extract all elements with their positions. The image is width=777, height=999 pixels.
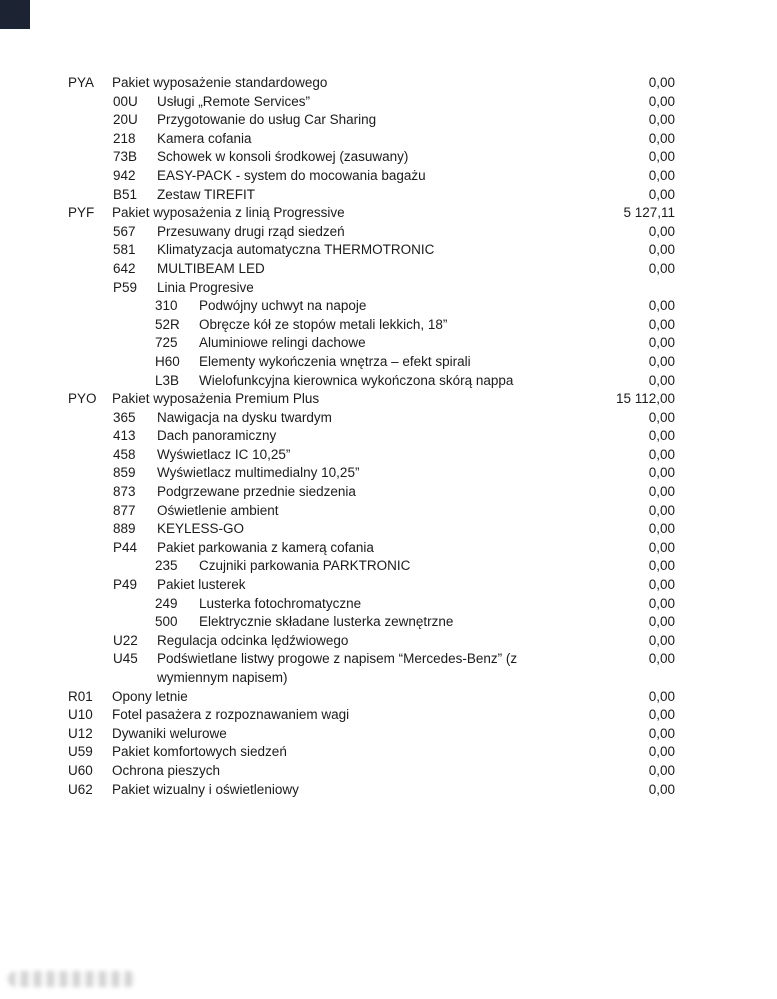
- option-label: Opony letnie: [112, 688, 188, 704]
- equipment-row: [68, 743, 675, 762]
- option-code: B51: [113, 186, 138, 202]
- option-label: Regulacja odcinka lędźwiowego: [157, 632, 349, 648]
- equipment-row: [68, 427, 675, 446]
- equipment-row: [68, 688, 675, 707]
- option-label: Podgrzewane przednie siedzenia: [157, 484, 356, 500]
- option-code: PYF: [68, 205, 95, 221]
- option-label: Aluminiowe relingi dachowe: [199, 335, 366, 351]
- option-code: 458: [113, 446, 136, 462]
- option-label: Pakiet wyposażenia z linią Progressive: [112, 205, 345, 221]
- option-label: Wyświetlacz IC 10,25”: [157, 446, 291, 462]
- option-code: 413: [113, 428, 136, 444]
- equipment-row: [68, 781, 675, 800]
- option-price: 0,00: [648, 316, 675, 332]
- equipment-row: [68, 297, 675, 316]
- equipment-row: [68, 595, 675, 614]
- option-price: 0,00: [648, 335, 675, 351]
- equipment-row: [68, 446, 675, 465]
- option-label: Dach panoramiczny: [157, 428, 277, 444]
- option-price: 0,00: [648, 521, 675, 537]
- option-price: 0,00: [648, 558, 675, 574]
- option-code: U12: [68, 725, 93, 741]
- option-code: 52R: [155, 316, 180, 332]
- option-price: 0,00: [648, 762, 675, 778]
- option-label: Pakiet wyposażenia Premium Plus: [112, 391, 320, 407]
- equipment-row: [68, 279, 675, 298]
- equipment-row: [68, 520, 675, 539]
- equipment-row: [68, 148, 675, 167]
- option-price: 0,00: [648, 539, 675, 555]
- equipment-row: [68, 409, 675, 428]
- option-code: U59: [68, 744, 93, 760]
- equipment-row: [68, 464, 675, 483]
- option-code: 873: [113, 484, 136, 500]
- option-label: Pakiet wizualny i oświetleniowy: [112, 781, 299, 797]
- option-price: 0,00: [648, 186, 675, 202]
- option-code: 859: [113, 465, 136, 481]
- option-price: 0,00: [648, 298, 675, 314]
- option-price: 0,00: [648, 167, 675, 183]
- option-code: U60: [68, 762, 93, 778]
- option-label: EASY-PACK - system do mocowania bagażu: [157, 167, 426, 183]
- option-price: 0,00: [648, 428, 675, 444]
- option-label: KEYLESS-GO: [157, 521, 245, 537]
- option-label: Pakiet wyposażenie standardowego: [112, 75, 328, 90]
- option-price: 0,00: [648, 372, 675, 388]
- option-code: PYA: [68, 75, 95, 90]
- option-label: Wielofunkcyjna kierownica wykończona skórą nappa: [199, 372, 514, 388]
- equipment-row: [68, 650, 675, 687]
- option-label: Fotel pasażera z rozpoznawaniem wagi: [112, 707, 350, 723]
- option-label: Elektrycznie składane lusterka zewnętrzne: [199, 614, 454, 630]
- option-label: Schowek w konsoli środkowej (zasuwany): [157, 149, 409, 165]
- option-price: 0,00: [648, 651, 675, 667]
- option-code: 942: [113, 167, 136, 183]
- equipment-list: [68, 74, 675, 799]
- option-label: Lusterka fotochromatyczne: [199, 595, 362, 611]
- option-label: Pakiet parkowania z kamerą cofania: [157, 539, 374, 555]
- option-label: Przesuwany drugi rząd siedzeń: [157, 223, 345, 239]
- equipment-row: [68, 186, 675, 205]
- option-code: 642: [113, 260, 136, 276]
- option-price: 5 127,11: [623, 205, 675, 221]
- option-code: 500: [155, 614, 178, 630]
- equipment-row: [68, 576, 675, 595]
- option-code: U22: [113, 632, 138, 648]
- option-code: 218: [113, 130, 136, 146]
- option-code: U62: [68, 781, 93, 797]
- option-code: 249: [155, 595, 178, 611]
- watermark-smudge: [8, 971, 136, 987]
- option-price: 0,00: [648, 353, 675, 369]
- equipment-row: [68, 111, 675, 130]
- option-price: 0,00: [648, 614, 675, 630]
- option-label: Dywaniki welurowe: [112, 725, 227, 741]
- equipment-row: [68, 167, 675, 186]
- option-code: 235: [155, 558, 178, 574]
- option-code: 365: [113, 409, 136, 425]
- equipment-row: [68, 557, 675, 576]
- option-label: Pakiet komfortowych siedzeń: [112, 744, 287, 760]
- option-code: 00U: [113, 93, 138, 109]
- equipment-row: [68, 539, 675, 558]
- equipment-row: [68, 130, 675, 149]
- option-price: 0,00: [648, 465, 675, 481]
- option-code: P49: [113, 577, 138, 593]
- option-price: 0,00: [648, 688, 675, 704]
- option-price: 0,00: [648, 149, 675, 165]
- option-label: Przygotowanie do usług Car Sharing: [157, 112, 377, 128]
- option-code: P44: [113, 539, 138, 555]
- option-code: U45: [113, 651, 138, 667]
- option-price: 0,00: [648, 260, 675, 276]
- option-price: 0,00: [648, 484, 675, 500]
- option-label: Elementy wykończenia wnętrza – efekt spirali: [199, 353, 471, 369]
- option-label: Kamera cofania: [157, 130, 252, 146]
- option-label: MULTIBEAM LED: [157, 260, 265, 276]
- option-label: Pakiet lusterek: [157, 577, 246, 593]
- equipment-row: [68, 632, 675, 651]
- option-price: 0,00: [648, 242, 675, 258]
- option-label: Czujniki parkowania PARKTRONIC: [199, 558, 411, 574]
- option-price: 0,00: [648, 130, 675, 146]
- option-label: Oświetlenie ambient: [157, 502, 279, 518]
- option-label: Usługi „Remote Services”: [157, 93, 311, 109]
- option-label: Wyświetlacz multimedialny 10,25”: [157, 465, 360, 481]
- equipment-row: [68, 390, 675, 409]
- equipment-row: [68, 725, 675, 744]
- option-code: 567: [113, 223, 136, 239]
- option-code: 20U: [113, 112, 138, 128]
- option-price: 0,00: [648, 446, 675, 462]
- option-price: 0,00: [648, 707, 675, 723]
- equipment-row: [68, 93, 675, 112]
- option-code: H60: [155, 353, 180, 369]
- equipment-row: [68, 74, 675, 93]
- equipment-row: [68, 204, 675, 223]
- equipment-row: [68, 706, 675, 725]
- equipment-row: [68, 613, 675, 632]
- option-code: 581: [113, 242, 136, 258]
- option-code: P59: [113, 279, 138, 295]
- scan-corner-mark: [0, 0, 30, 29]
- option-label: Zestaw TIREFIT: [157, 186, 256, 202]
- equipment-row: [68, 241, 675, 260]
- option-price: 0,00: [648, 632, 675, 648]
- option-code: L3B: [155, 372, 180, 388]
- option-code: R01: [68, 688, 93, 704]
- option-code: U10: [68, 707, 93, 723]
- option-label: Obręcze kół ze stopów metali lekkich, 18”: [199, 316, 448, 332]
- equipment-row: [68, 372, 675, 391]
- option-label: Nawigacja na dysku twardym: [157, 409, 332, 425]
- equipment-row: [68, 502, 675, 521]
- option-price: 15 112,00: [615, 391, 675, 407]
- option-price: 0,00: [648, 744, 675, 760]
- option-label: Ochrona pieszych: [112, 762, 221, 778]
- option-label: Klimatyzacja automatyczna THERMOTRONIC: [157, 242, 435, 258]
- option-price: 0,00: [648, 75, 675, 90]
- option-code: 889: [113, 521, 136, 537]
- option-price: 0,00: [648, 223, 675, 239]
- option-code: 877: [113, 502, 136, 518]
- option-price: 0,00: [648, 502, 675, 518]
- equipment-row: [68, 353, 675, 372]
- option-price: 0,00: [648, 781, 675, 797]
- option-label: Podwójny uchwyt na napoje: [199, 298, 367, 314]
- option-price: 0,00: [648, 725, 675, 741]
- option-code: 310: [155, 298, 178, 314]
- equipment-row: [68, 334, 675, 353]
- equipment-row: [68, 762, 675, 781]
- option-price: 0,00: [648, 93, 675, 109]
- option-price: 0,00: [648, 409, 675, 425]
- equipment-row: [68, 260, 675, 279]
- option-price: 0,00: [648, 595, 675, 611]
- option-code: PYO: [68, 391, 97, 407]
- equipment-row: [68, 223, 675, 242]
- equipment-row: [68, 316, 675, 335]
- option-price: 0,00: [648, 577, 675, 593]
- option-code: 73B: [113, 149, 138, 165]
- option-code: 725: [155, 335, 178, 351]
- option-price: 0,00: [648, 112, 675, 128]
- option-label: Podświetlane listwy progowe z napisem “Mercedes-Benz” (z wymiennym napisem): [157, 651, 518, 685]
- option-label: Linia Progresive: [157, 279, 254, 295]
- equipment-row: [68, 483, 675, 502]
